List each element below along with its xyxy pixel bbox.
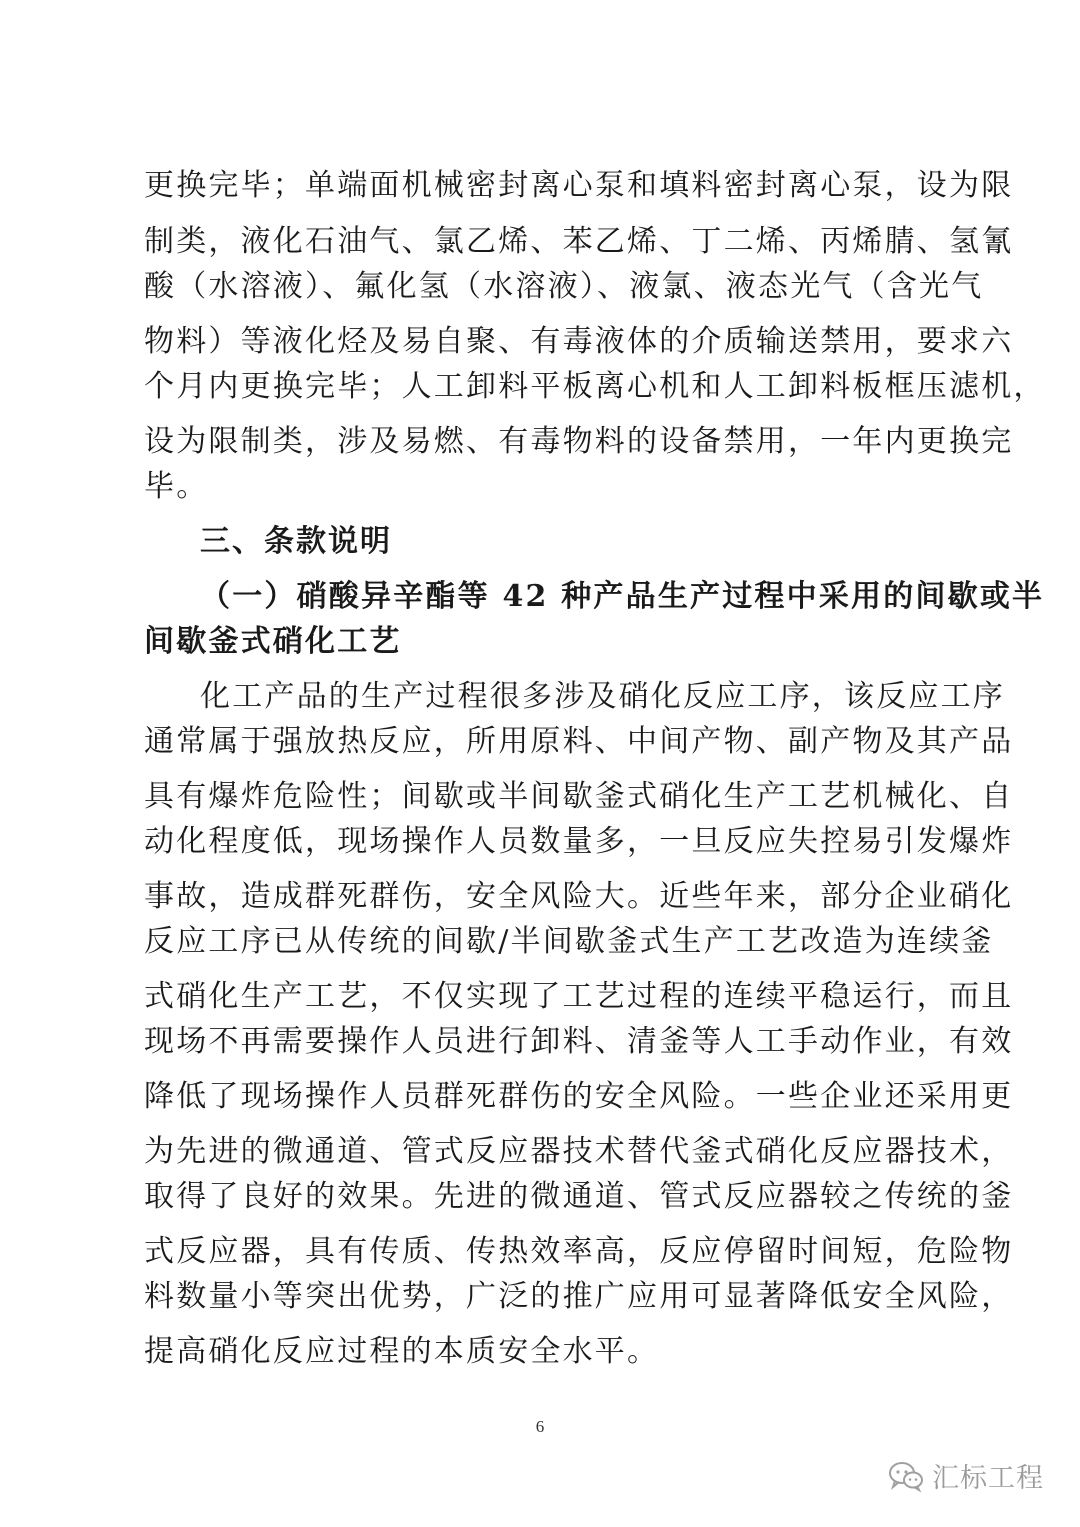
paragraph-1-line: 制类，液化石油气、氯乙烯、苯乙烯、丁二烯、丙烯腈、氢氰: [144, 224, 1014, 259]
subsection-title-line: 间歇釜式硝化工艺: [144, 624, 402, 659]
paragraph-2-line: 反应工序已从传统的间歇/半间歇釜式生产工艺改造为连续釜: [144, 924, 994, 959]
page-number: 6: [535, 1417, 545, 1436]
watermark-text: 汇标工程: [932, 1463, 1044, 1494]
paragraph-2-line: 为先进的微通道、管式反应器技术替代釜式硝化反应器技术，: [144, 1134, 1014, 1169]
paragraph-1-line: 个月内更换完毕；人工卸料平板离心机和人工卸料板框压滤机，: [144, 369, 1046, 404]
paragraph-1-line: 酸（水溶液）、氟化氢（水溶液）、液氯、液态光气（含光气: [144, 269, 984, 304]
paragraph-1-line: 物料）等液化烃及易自聚、有毒液体的介质输送禁用，要求六: [144, 324, 1014, 359]
paragraph-2-line: 降低了现场操作人员群死群伤的安全风险。一些企业还采用更: [144, 1079, 1014, 1114]
paragraph-2-line: 料数量小等突出优势，广泛的推广应用可显著降低安全风险，: [144, 1279, 1014, 1314]
subsection-title-line: （一）硝酸异辛酯等 42 种产品生产过程中采用的间歇或半: [200, 579, 1045, 614]
paragraph-2-line: 通常属于强放热反应，所用原料、中间产物、副产物及其产品: [144, 724, 1014, 759]
section-heading: 三、条款说明: [200, 524, 392, 559]
paragraph-1-line: 更换完毕；单端面机械密封离心泵和填料密封离心泵，设为限: [144, 168, 1014, 203]
paragraph-2-line: 化工产品的生产过程很多涉及硝化反应工序，该反应工序: [200, 679, 1005, 714]
paragraph-2-line: 提高硝化反应过程的本质安全水平。: [144, 1334, 660, 1369]
paragraph-1-line: 设为限制类，涉及易燃、有毒物料的设备禁用，一年内更换完: [144, 424, 1014, 459]
paragraph-2-line: 具有爆炸危险性；间歇或半间歇釜式硝化生产工艺机械化、自: [144, 779, 1014, 814]
watermark: [888, 1456, 1044, 1495]
paragraph-1-line: 毕。: [144, 469, 209, 504]
paragraph-2-line: 取得了良好的效果。先进的微通道、管式反应器较之传统的釜: [144, 1179, 1014, 1214]
paragraph-2-line: 现场不再需要操作人员进行卸料、清釜等人工手动作业，有效: [144, 1024, 1014, 1059]
paragraph-2-line: 式反应器，具有传质、传热效率高，反应停留时间短，危险物: [144, 1234, 1014, 1269]
paragraph-2-line: 动化程度低，现场操作人员数量多，一旦反应失控易引发爆炸: [144, 824, 1014, 859]
paragraph-2-line: 事故，造成群死群伤，安全风险大。近些年来，部分企业硝化: [144, 879, 1014, 914]
wechat-icon: [888, 1461, 924, 1491]
paragraph-2-line: 式硝化生产工艺，不仅实现了工艺过程的连续平稳运行，而且: [144, 979, 1014, 1014]
